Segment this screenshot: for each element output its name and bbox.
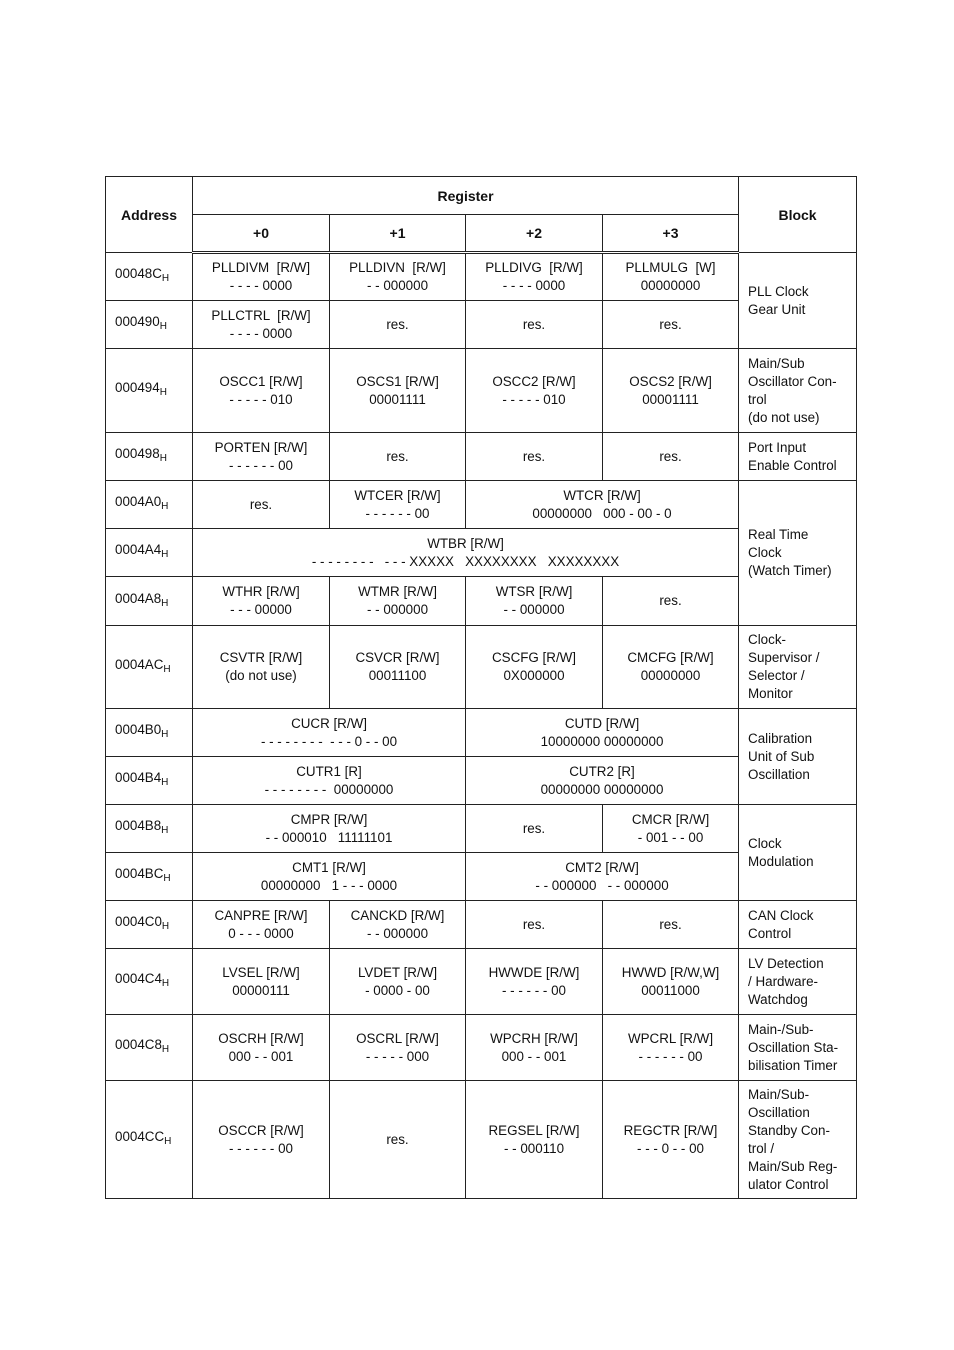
offset-header-1: +1 xyxy=(330,215,466,253)
address-cell: $0004B0_H$ xyxy=(106,709,193,757)
register-cell: CMT1 [R/W] 00000000 1 - - - 0000 xyxy=(193,853,466,901)
register-cell: OSCS1 [R/W] 00001111 xyxy=(330,349,466,433)
address-cell: $000494_H$ xyxy=(106,349,193,433)
table-row xyxy=(106,1015,857,1081)
block-cell: Real Time Clock (Watch Timer) xyxy=(739,481,857,626)
block-cell: Calibration Unit of Sub Oscillation xyxy=(739,709,857,805)
table-row xyxy=(106,949,857,1015)
address-cell: $0004A4_H$ xyxy=(106,529,193,577)
register-cell: WTBR [R/W] - - - - - - - - - - - XXXXX XXXXXXXX XXXXXXXX xyxy=(193,529,739,577)
register-cell: OSCS2 [R/W] 00001111 xyxy=(603,349,739,433)
address-cell: $00048C_H$ xyxy=(106,253,193,301)
register-rows xyxy=(106,253,857,1199)
register-cell: PLLDIVM [R/W] - - - - 0000 xyxy=(193,253,330,301)
register-cell: CSVTR [R/W] (do not use) xyxy=(193,626,330,709)
register-cell: REGCTR [R/W] - - - 0 - - 00 xyxy=(603,1081,739,1199)
address-cell: $000498_H$ xyxy=(106,433,193,481)
register-cell: res. xyxy=(466,301,603,349)
block-cell: Main/Sub- Oscillation Standby Con- trol / Main/Sub Reg- ulator Control xyxy=(739,1081,857,1199)
register-cell: WTMR [R/W] - - 000000 xyxy=(330,577,466,626)
table-row xyxy=(106,626,857,709)
register-cell: LVDET [R/W] - 0000 - 00 xyxy=(330,949,466,1015)
register-cell: LVSEL [R/W] 00000111 xyxy=(193,949,330,1015)
register-cell: res. xyxy=(330,1081,466,1199)
block-cell: LV Detection / Hardware- Watchdog xyxy=(739,949,857,1015)
address-cell: $0004AC_H$ xyxy=(106,626,193,709)
address-cell: $0004B4_H$ xyxy=(106,757,193,805)
register-cell: HWWDE [R/W] - - - - - - 00 xyxy=(466,949,603,1015)
address-cell: $0004A0_H$ xyxy=(106,481,193,529)
address-cell: $0004C0_H$ xyxy=(106,901,193,949)
register-cell: res. xyxy=(603,577,739,626)
register-cell: CUTR1 [R] - - - - - - - - 00000000 xyxy=(193,757,466,805)
register-cell: CMCR [R/W] - 001 - - 00 xyxy=(603,805,739,853)
register-cell: res. xyxy=(603,433,739,481)
register-cell: CSCFG [R/W] 0X000000 xyxy=(466,626,603,709)
register-map-table xyxy=(105,176,857,1199)
block-header: Block xyxy=(739,177,857,253)
register-cell: res. xyxy=(193,481,330,529)
register-cell: WTHR [R/W] - - - 00000 xyxy=(193,577,330,626)
register-cell: PORTEN [R/W] - - - - - - 00 xyxy=(193,433,330,481)
register-header: Register xyxy=(193,177,739,215)
register-cell: CUTR2 [R] 00000000 00000000 xyxy=(466,757,739,805)
register-cell: CANPRE [R/W] 0 - - - 0000 xyxy=(193,901,330,949)
offset-header-3: +3 xyxy=(603,215,739,253)
register-cell: PLLDIVG [R/W] - - - - 0000 xyxy=(466,253,603,301)
register-cell: res. xyxy=(330,433,466,481)
block-cell: Main-/Sub- Oscillation Sta- bilisation Timer xyxy=(739,1015,857,1081)
register-cell: res. xyxy=(466,805,603,853)
table-row xyxy=(106,349,857,433)
register-cell: PLLMULG [W] 00000000 xyxy=(603,253,739,301)
register-cell: CUCR [R/W] - - - - - - - - - - - 0 - - 00 xyxy=(193,709,466,757)
address-cell: $0004C4_H$ xyxy=(106,949,193,1015)
register-cell: WPCRL [R/W] - - - - - - 00 xyxy=(603,1015,739,1081)
register-cell: WTCER [R/W] - - - - - - 00 xyxy=(330,481,466,529)
register-cell: CMCFG [R/W] 00000000 xyxy=(603,626,739,709)
address-cell: $0004CC_H$ xyxy=(106,1081,193,1199)
register-cell: res. xyxy=(330,301,466,349)
block-cell: Clock Modulation xyxy=(739,805,857,901)
register-cell: CMT2 [R/W] - - 000000 - - 000000 xyxy=(466,853,739,901)
address-cell: $0004B8_H$ xyxy=(106,805,193,853)
register-cell: OSCC1 [R/W] - - - - - 010 xyxy=(193,349,330,433)
table-row xyxy=(106,1081,857,1199)
offset-header-2: +2 xyxy=(466,215,603,253)
table-row xyxy=(106,805,857,853)
register-cell: PLLDIVN [R/W] - - 000000 xyxy=(330,253,466,301)
table-row xyxy=(106,433,857,481)
register-cell: OSCC2 [R/W] - - - - - 010 xyxy=(466,349,603,433)
table-row xyxy=(106,901,857,949)
block-cell: Clock- Supervisor / Selector / Monitor xyxy=(739,626,857,709)
register-cell: OSCRH [R/W] 000 - - 001 xyxy=(193,1015,330,1081)
table-row xyxy=(106,481,857,529)
register-cell: OSCRL [R/W] - - - - - 000 xyxy=(330,1015,466,1081)
block-cell: PLL Clock Gear Unit xyxy=(739,253,857,349)
block-cell: Main/Sub Oscillator Con- trol (do not use) xyxy=(739,349,857,433)
register-cell: CSVCR [R/W] 00011100 xyxy=(330,626,466,709)
register-cell: HWWD [R/W,W] 00011000 xyxy=(603,949,739,1015)
address-cell: $0004C8_H$ xyxy=(106,1015,193,1081)
register-cell: CMPR [R/W] - - 000010 11111101 xyxy=(193,805,466,853)
register-cell: WPCRH [R/W] 000 - - 001 xyxy=(466,1015,603,1081)
table-row xyxy=(106,709,857,757)
offset-header-0: +0 xyxy=(193,215,330,253)
register-cell: res. xyxy=(603,301,739,349)
address-header: Address xyxy=(106,177,193,253)
address-cell: $000490_H$ xyxy=(106,301,193,349)
block-cell: Port Input Enable Control xyxy=(739,433,857,481)
register-cell: CANCKD [R/W] - - 000000 xyxy=(330,901,466,949)
register-cell: res. xyxy=(466,433,603,481)
register-cell: OSCCR [R/W] - - - - - - 00 xyxy=(193,1081,330,1199)
register-cell: WTCR [R/W] 00000000 000 - 00 - 0 xyxy=(466,481,739,529)
table-row xyxy=(106,253,857,301)
register-cell: res. xyxy=(466,901,603,949)
register-cell: res. xyxy=(603,901,739,949)
block-cell: CAN Clock Control xyxy=(739,901,857,949)
register-cell: CUTD [R/W] 10000000 00000000 xyxy=(466,709,739,757)
address-cell: $0004BC_H$ xyxy=(106,853,193,901)
register-cell: PLLCTRL [R/W] - - - - 0000 xyxy=(193,301,330,349)
address-cell: $0004A8_H$ xyxy=(106,577,193,626)
register-cell: REGSEL [R/W] - - 000110 xyxy=(466,1081,603,1199)
register-cell: WTSR [R/W] - - 000000 xyxy=(466,577,603,626)
